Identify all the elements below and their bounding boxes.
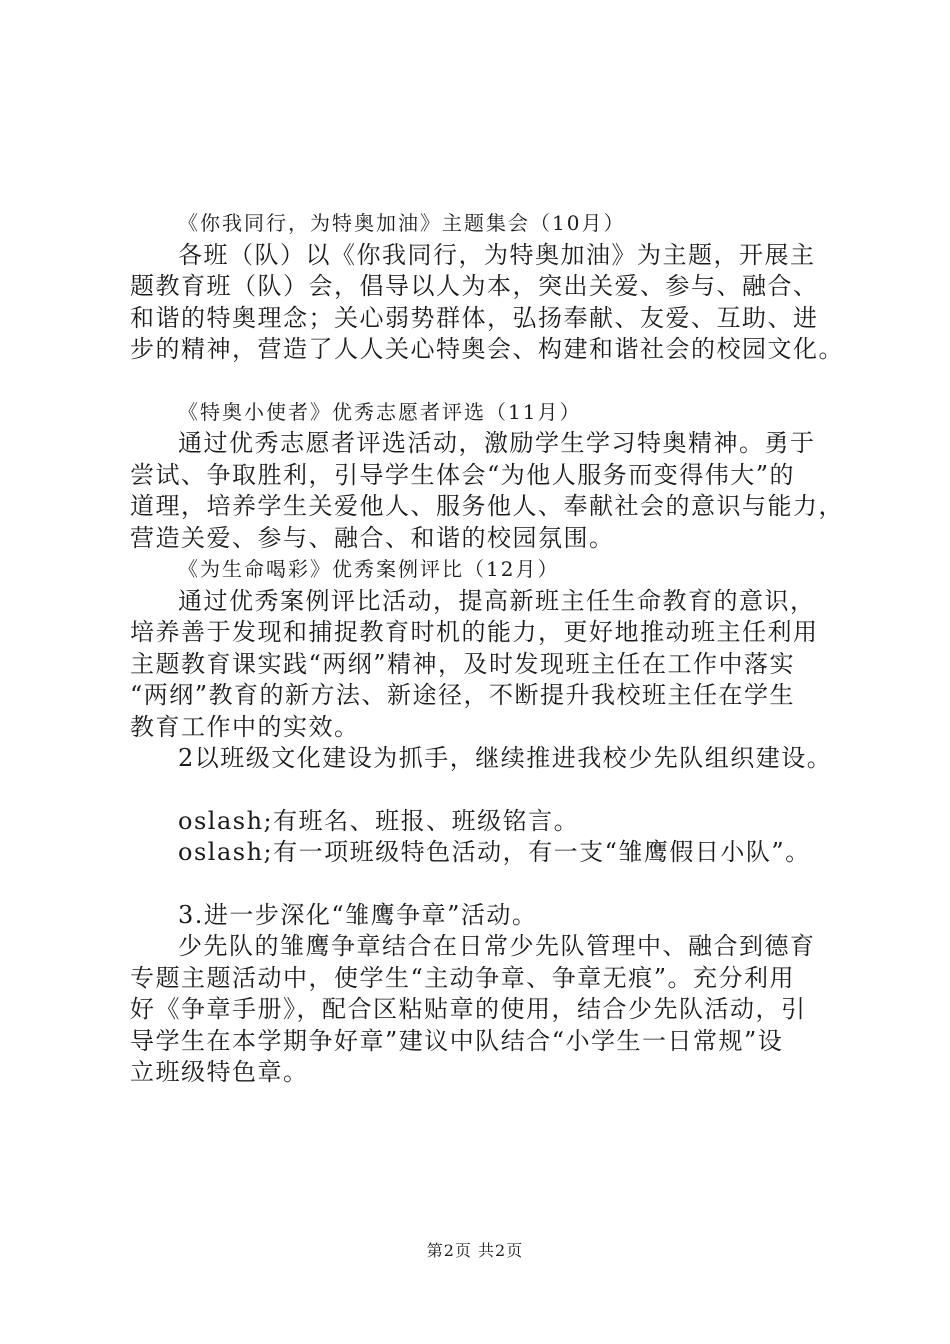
- bullet-item: oslash;有班名、班报、班级铭言。: [178, 806, 580, 835]
- bullet-item: oslash;有一项班级特色活动，有一支“雏鹰假日小队”。: [178, 838, 811, 866]
- section-heading: 《你我同行，为特奥加油》主题集会（10月）: [178, 211, 626, 235]
- paragraph-line: 各班（队）以《你我同行，为特奥加油》为主题，开展主: [178, 240, 816, 269]
- spacer: [130, 869, 830, 900]
- paragraph-line: 通过优秀案例评比活动，提高新班主任生命教育的意识，: [178, 586, 816, 615]
- paragraph-line: 和谐的特奥理念；关心弱势群体，弘扬奉献、友爱、互助、进: [130, 303, 819, 332]
- paragraph-line: 专题主题活动中，使学生“主动争章、争章无痕”。充分利用: [130, 963, 796, 992]
- paragraph-line: 营造关爱、参与、融合、和谐的校园氛围。: [130, 523, 615, 552]
- paragraph-line: 导学生在本学期争好章”建议中队结合“小学生一日常规”设: [130, 1026, 784, 1055]
- document-body: [130, 208, 844, 1089]
- paragraph-line: 题教育班（队）会，倡导以人为本，突出关爱、参与、融合、: [130, 272, 819, 300]
- spacer: [130, 366, 830, 397]
- list-item-heading: 3.进一步深化“雏鹰争章”活动。: [178, 900, 538, 929]
- page-number-footer: 第2页 共2页: [426, 1241, 524, 1260]
- section-heading: 《特奥小使者》优秀志愿者评选（11月）: [178, 399, 582, 424]
- paragraph-line: 道理，培养学生关爱他人、服务他人、奉献社会的意识与能力，: [130, 492, 844, 520]
- spacer: [130, 775, 830, 806]
- paragraph-line: 步的精神，营造了人人关心特奥会、构建和谐社会的校园文化。: [130, 335, 844, 363]
- paragraph-line: 培养善于发现和捕捉教育时机的能力，更好地推动班主任利用: [130, 618, 819, 646]
- list-item-heading: 2以班级文化建设为抓手，继续推进我校少先队组织建设。: [178, 744, 833, 772]
- paragraph-line: “两纲”教育的新方法、新途径，不断提升我校班主任在学生: [130, 681, 796, 709]
- section-heading: 《为生命喝彩》优秀案例评比（12月）: [178, 557, 560, 581]
- paragraph-line: 主题教育课实践“两纲”精神，及时发现班主任在工作中落实: [130, 649, 796, 678]
- paragraph-line: 好《争章手册》，配合区粘贴章的使用，结合少先队活动，引: [130, 995, 807, 1023]
- paragraph-line: 教育工作中的实效。: [130, 712, 360, 741]
- paragraph-line: 少先队的雏鹰争章结合在日常少先队管理中、融合到德育: [178, 932, 816, 960]
- paragraph-line: 立班级特色章。: [130, 1058, 309, 1086]
- paragraph-line: 通过优秀志愿者评选活动，激励学生学习特奥精神。勇于: [178, 429, 816, 457]
- paragraph-line: 尝试、争取胜利，引导学生体会“为他人服务而变得伟大”的: [130, 460, 796, 489]
